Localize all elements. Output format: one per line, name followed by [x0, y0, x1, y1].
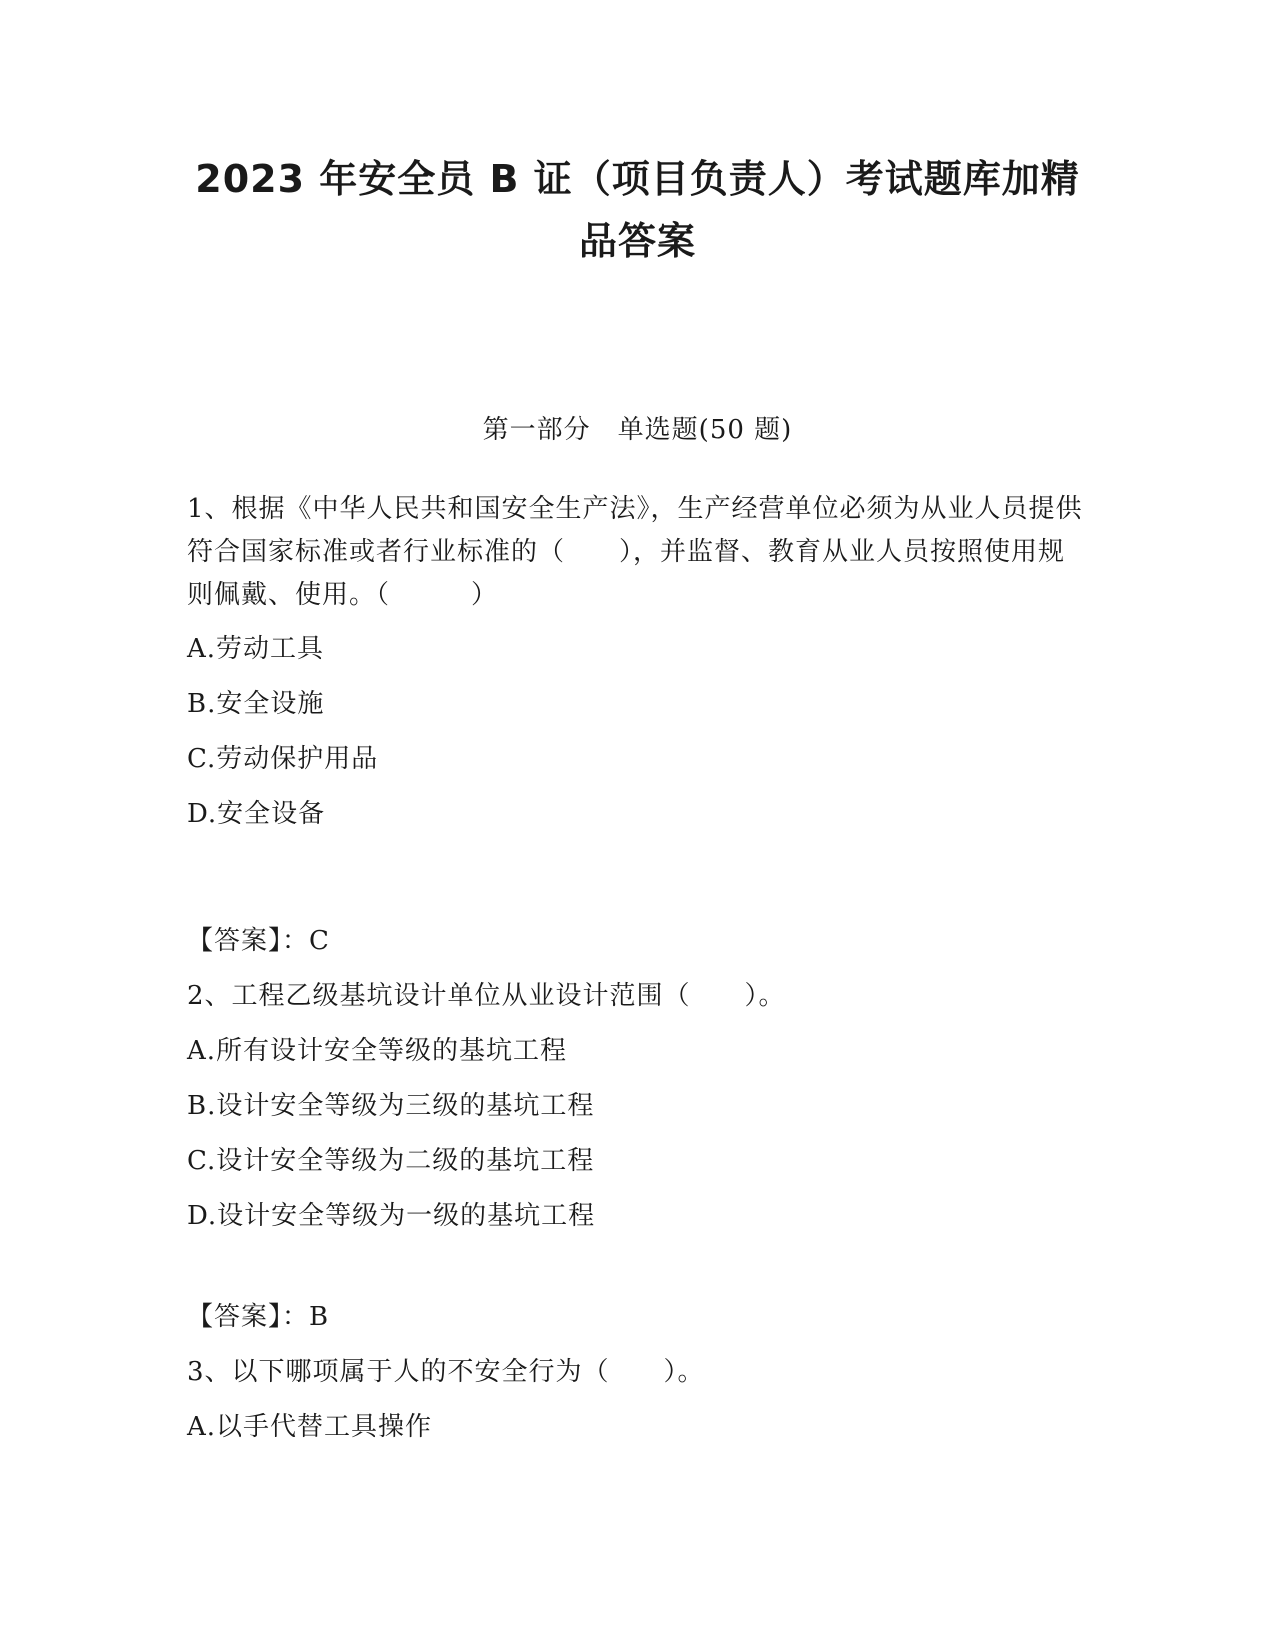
- option-a: A.以手代替工具操作: [187, 1412, 433, 1442]
- question-text: 1、根据《中华人民共和国安全生产法》，生产经营单位必须为从业人员提供符合国家标准或者行业标准的（ ），并监督、教育从业人员按照使用规则佩戴、使用。（ ）: [187, 494, 1083, 610]
- option-b: B.设计安全等级为三级的基坑工程: [187, 1091, 595, 1121]
- option-d: D.安全设备: [187, 799, 326, 829]
- document-title: [150, 148, 1125, 272]
- option-c: C.设计安全等级为二级的基坑工程: [187, 1146, 595, 1176]
- option-a: A.劳动工具: [187, 634, 325, 664]
- question-1: [187, 488, 1087, 842]
- section-heading: 第一部分 单选题(50 题): [482, 415, 793, 445]
- question-text: 3、以下哪项属于人的不安全行为（ ）。: [187, 1357, 705, 1387]
- title-line-1: 2023 年安全员 B 证（项目负责人）考试题库加精: [195, 157, 1080, 201]
- option-d: D.设计安全等级为一级的基坑工程: [187, 1201, 596, 1231]
- question-2: [187, 969, 1087, 1244]
- question-3: [187, 1345, 1087, 1455]
- option-c: C.劳动保护用品: [187, 744, 379, 774]
- title-line-2: 品答案: [578, 219, 696, 263]
- answer-2: 【答案】：B: [187, 1302, 330, 1332]
- question-text: 2、工程乙级基坑设计单位从业设计范围（ ）。: [187, 981, 786, 1011]
- answer-1: 【答案】：C: [187, 926, 330, 956]
- option-b: B.安全设施: [187, 689, 325, 719]
- option-a: A.所有设计安全等级的基坑工程: [187, 1036, 568, 1066]
